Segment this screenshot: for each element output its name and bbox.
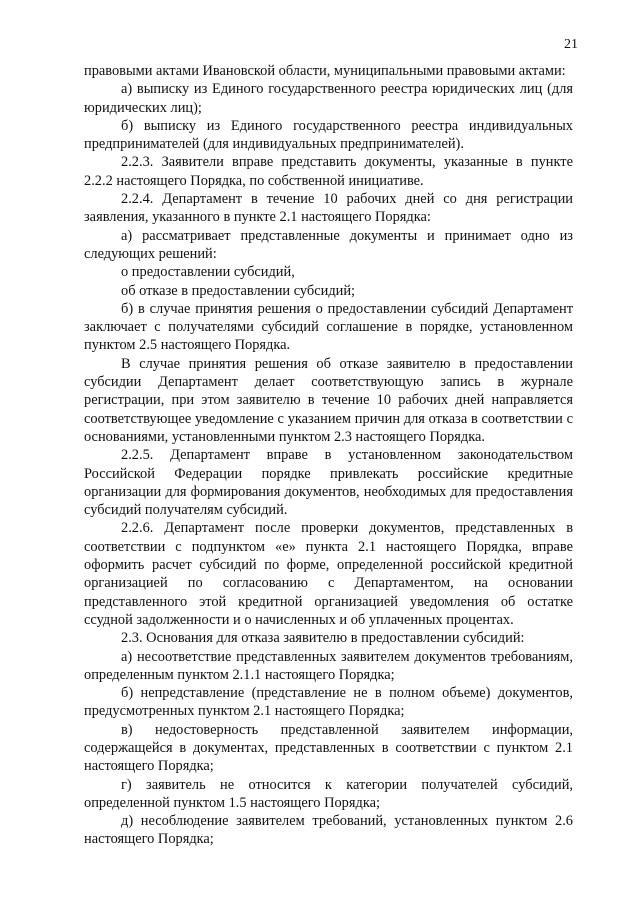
paragraph: д) несоблюдение заявителем требований, установленных пунктом 2.6 настоящего Порядка; xyxy=(84,813,573,848)
paragraph: 2.2.5. Департамент вправе в установленном законодательством Российской Федерации порядке привлекать российские кредитные организации для формирования документов, необходимых для предоставления субсидий получателям субсидий. xyxy=(84,447,573,519)
paragraph: а) рассматривает представленные документы и принимает одно из следующих решений: xyxy=(84,227,573,262)
paragraph: а) выписку из Единого государственного реестра юридических лиц (для юридических лиц); xyxy=(84,81,573,116)
paragraph: 2.2.6. Департамент после проверки документов, представленных в соответствии с подпунктом «е» пункта 2.1 настоящего Порядка, вправе оформить расчет субсидий по форме, определенной российской кредитной организацией по согласованию с Департаментом, на основании представленного этой кредитной организацией уведомления об остатке ссудной задолженности и о начисленных и об уплаченных процентах. xyxy=(84,520,573,628)
paragraph: В случае принятия решения об отказе заявителю в предоставлении субсидии Департамент делает соответствующую запись в журнале регистрации, при этом заявителю в течение 10 рабочих дней направляется соответствующее уведомление с указанием причин для отказа в соответствии с основаниями, установленными пунктом 2.3 настоящего Порядка. xyxy=(84,355,573,445)
paragraph: г) заявитель не относится к категории получателей субсидий, определенной пунктом 1.5 настоящего Порядка; xyxy=(84,776,573,811)
paragraph: об отказе в предоставлении субсидий; xyxy=(121,282,356,299)
paragraph: б) в случае принятия решения о предоставлении субсидий Департамент заключает с получателями субсидий соглашение в порядке, установленном пунктом 2.5 настоящего Порядка. xyxy=(84,300,573,354)
paragraph: 2.2.3. Заявители вправе представить документы, указанные в пункте 2.2.2 настоящего Порядка, по собственной инициативе. xyxy=(84,154,573,189)
paragraph: 2.2.4. Департамент в течение 10 рабочих дней со дня регистрации заявления, указанного в пункте 2.1 настоящего Порядка: xyxy=(84,191,573,226)
paragraph: б) непредставление (представление не в полном объеме) документов, предусмотренных пунктом 2.1 настоящего Порядка; xyxy=(84,685,573,720)
document-body xyxy=(84,62,573,849)
paragraph: в) недостоверность представленной заявителем информации, содержащейся в документах, представленных в соответствии с пунктом 2.1 настоящего Порядка; xyxy=(84,721,573,775)
paragraph: а) несоответствие представленных заявителем документов требованиям, определенным пунктом 2.1.1 настоящего Порядка; xyxy=(84,648,573,683)
paragraph: б) выписку из Единого государственного реестра индивидуальных предпринимателей (для индивидуальных предпринимателей). xyxy=(84,117,573,153)
page-number: 21 xyxy=(564,37,578,52)
paragraph: о предоставлении субсидий, xyxy=(121,264,295,281)
paragraph: 2.3. Основания для отказа заявителю в предоставлении субсидий: xyxy=(121,630,525,647)
paragraph: правовыми актами Ивановской области, муниципальными правовыми актами: xyxy=(84,63,566,79)
